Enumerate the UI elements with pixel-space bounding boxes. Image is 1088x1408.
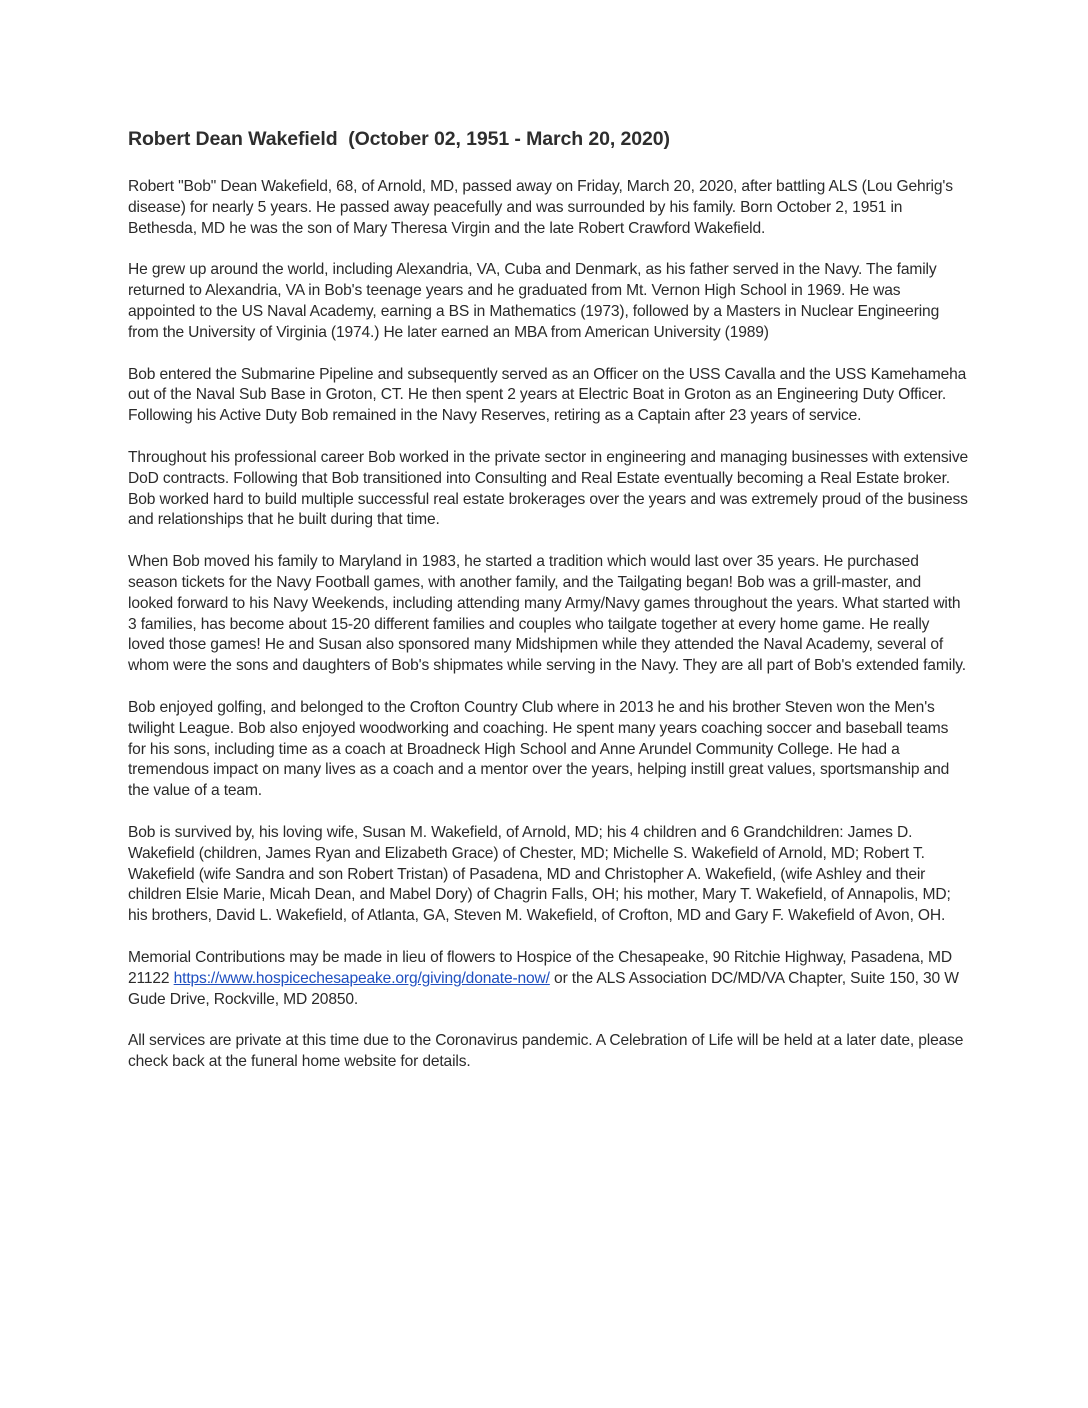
donate-link[interactable]: https://www.hospicechesapeake.org/giving/donate-now/ [173, 969, 550, 987]
paragraph-services: All services are private at this time due to the Coronavirus pandemic. A Celebration of Life will be held at a later date, please check back at the funeral home website for details. [128, 1032, 964, 1071]
paragraph-intro: Robert "Bob" Dean Wakefield, 68, of Arnold, MD, passed away on Friday, March 20, 2020, after battling ALS (Lou Gehrig's disease) for nearly 5 years. He passed away peacefully and was surrounded by his family. Born October 2, 1951 in Bethesda, MD he was the son of Mary Theresa Virgin and the late Robert Crawford Wakefield. [128, 178, 953, 237]
paragraph-tailgating: When Bob moved his family to Maryland in 1983, he started a tradition which would last over 35 years. He purchased season tickets for the Navy Football games, with another family, and the Tailgating began! Bob was a grill-master, and looked forward to his Navy Weekends, including attending many Army/Navy games throughout the years. What started with 3 families, has become about 15-20 different families and couples who tailgate together at every home game. He really loved those games! He and Susan also sponsored many Midshipmen while they attended the Naval Academy, several of whom were the sons and daughters of Bob's shipmates while serving in the Navy. They are all part of Bob's extended family. [128, 553, 966, 675]
paragraph-memorial-contributions [128, 948, 968, 1010]
paragraph-survivors: Bob is survived by, his loving wife, Susan M. Wakefield, of Arnold, MD; his 4 children and 6 Grandchildren: James D. Wakefield (children, James Ryan and Elizabeth Grace) of Chester, MD; Michelle S. Wakefield of Arnold, MD; Robert T. Wakefield (wife Sandra and son Robert Tristan) of Pasadena, MD and Christopher A. Wakefield, (wife Ashley and their children Elsie Marie, Micah Dean, and Mabel Dory) of Chagrin Falls, OH; his mother, Mary T. Wakefield, of Annapolis, MD; his brothers, David L. Wakefield, of Atlanta, GA, Steven M. Wakefield, of Crofton, MD and Gary F. Wakefield of Avon, OH. [128, 823, 951, 925]
paragraph-hobbies: Bob enjoyed golfing, and belonged to the Crofton Country Club where in 2013 he and his brother Steven won the Men's twilight League. Bob also enjoyed woodworking and coaching. He spent many years coaching soccer and baseball teams for his sons, including time as a coach at Broadneck High School and Anne Arundel Community College. He had a tremendous impact on many lives as a coach and a mentor over the years, helping instill great values, sportsmanship and the value of a team. [128, 698, 950, 800]
memorial-text-before: Memorial Contributions may be made in lieu of flowers to Hospice of the Chesapeake, 90 Ritchie Highway, Pasadena, MD 21122 [128, 948, 952, 987]
paragraph-early-life: He grew up around the world, including Alexandria, VA, Cuba and Denmark, as his father served in the Navy. The family returned to Alexandria, VA in Bob's teenage years and he graduated from Mt. Vernon High School in 1969. He was appointed to the US Naval Academy, earning a BS in Mathematics (1973), followed by a Masters in Nuclear Engineering from the University of Virginia (1974.) He later earned an MBA from American University (1989) [128, 261, 940, 341]
page-title: Robert Dean Wakefield (October 02, 1951 - March 20, 2020) [128, 128, 670, 150]
paragraph-career: Throughout his professional career Bob worked in the private sector in engineering and managing businesses with extensive DoD contracts. Following that Bob transitioned into Consulting and Real Estate eventually becoming a Real Estate broker. Bob worked hard to build multiple successful real estate brokerages over the years and was extremely proud of the business and relationships that he built during that time. [128, 448, 969, 529]
paragraph-navy-service: Bob entered the Submarine Pipeline and subsequently served as an Officer on the USS Cavalla and the USS Kamehameha out of the Naval Sub Base in Groton, CT. He then spent 2 years at Electric Boat in Groton as an Engineering Duty Officer. Following his Active Duty Bob remained in the Navy Reserves, retiring as a Captain after 23 years of service. [128, 365, 967, 425]
memorial-text-after: or the ALS Association DC/MD/VA Chapter, Suite 150, 30 W Gude Drive, Rockville, MD 20850. [128, 969, 959, 1008]
obituary-document [128, 128, 968, 1094]
